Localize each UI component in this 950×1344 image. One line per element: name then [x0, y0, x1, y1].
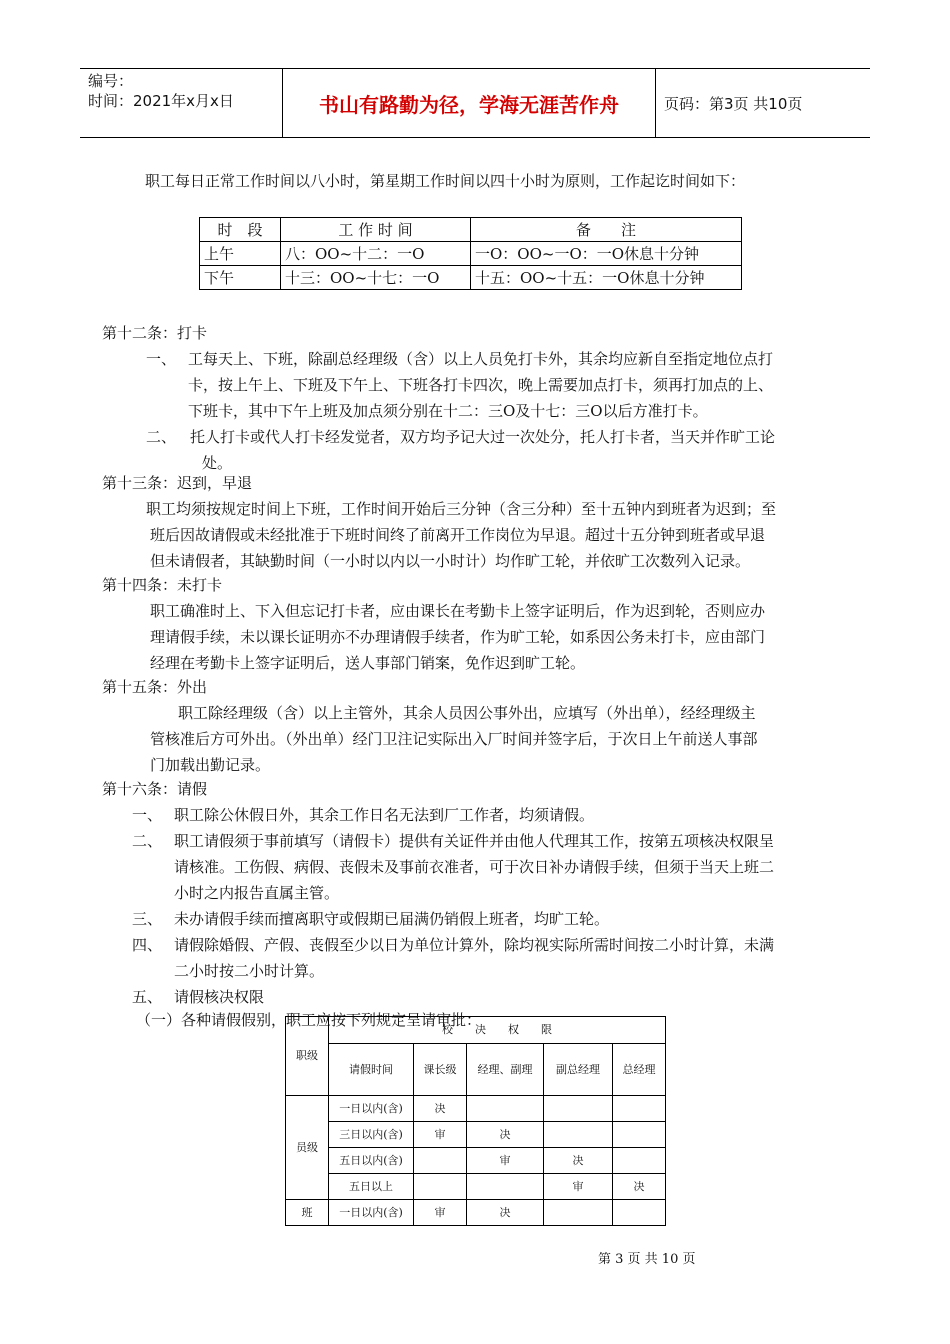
col-rank: 职级: [286, 1017, 329, 1096]
cell: 五日以上: [329, 1174, 414, 1200]
art16-item3: 未办请假手续而擅离职守或假期已届满仍销假上班者，均旷工轮。: [174, 910, 610, 928]
cell: [467, 1096, 544, 1122]
art16-item4-l1: 请假除婚假、产假、丧假至少以日为单位计算外，除均视实际所需时间按二小时计算，未满: [174, 936, 775, 954]
cell: 决: [414, 1096, 467, 1122]
cell: 审: [414, 1122, 467, 1148]
item-number: 二、: [146, 428, 177, 446]
date-line: 时间：2021年x月x日: [88, 92, 234, 110]
article-13-title: 第十三条：迟到，早退: [102, 474, 253, 492]
cell: 五日以内(含): [329, 1148, 414, 1174]
header-left: [88, 71, 234, 111]
cell: 审: [467, 1148, 544, 1174]
art13-l2: 班后因故请假或未经批准于下班时间终了前离开工作岗位为早退。超过十五分钟到班者或早退: [150, 526, 766, 544]
page-info: 页码：第3页 共10页: [664, 95, 803, 113]
art14-l3: 经理在考勤卡上签字证明后，送人事部门销案，免作迟到旷工轮。: [150, 654, 586, 672]
cell: 决: [613, 1174, 666, 1200]
cell: 审: [544, 1174, 613, 1200]
cell: [613, 1200, 666, 1226]
art12-item2-l1: 托人打卡或代人打卡经发觉者，双方均予记大过一次处分，托人打卡者，当天并作旷工论: [190, 428, 776, 446]
cell: [613, 1096, 666, 1122]
motto: 书山有路勤为径，学海无涯苦作舟: [282, 69, 656, 137]
art15-l1: 职工除经理级（含）以上主管外，其余人员因公事外出，应填写（外出单），经经理级主: [178, 704, 756, 722]
art15-l2: 管核准后方可外出。（外出单）经门卫注记实际出入厂时间并签字后，于次日上午前送人事部: [150, 730, 758, 748]
col-header: 课长级: [414, 1044, 467, 1096]
group-staff: 员级: [286, 1096, 329, 1200]
art16-sub1: （一）各种请假假别，职工应按下列规定呈请审批：: [136, 1011, 482, 1029]
cell: 十五：OO~十五：一O休息十分钟: [471, 266, 742, 290]
article-16-title: 第十六条：请假: [102, 780, 208, 798]
art12-item1-l1: 工每天上、下班，除副总经理级（含）以上人员免打卡外，其余均应新自至指定地位点打: [188, 350, 774, 368]
cell: 一日以内(含): [329, 1200, 414, 1226]
art16-item2-l1: 职工请假须于事前填写（请假卡）提供有关证件并由他人代理其工作，按第五项核决权限呈: [174, 832, 775, 850]
article-15-title: 第十五条：外出: [102, 678, 208, 696]
col-header: 总经理: [613, 1044, 666, 1096]
art12-item1-l2: 卡，按上午上、下班及下午上、下班各打卡四次，晚上需要加点打卡，须再打加点的上、: [188, 376, 774, 394]
th-work-time: 工 作 时 间: [281, 218, 471, 242]
th-period: 时 段: [200, 218, 281, 242]
intro-paragraph: 职工每日正常工作时间以八小时，第星期工作时间以四十小时为原则，工作起讫时间如下：: [145, 172, 746, 190]
cell: [544, 1096, 613, 1122]
cell: [613, 1148, 666, 1174]
group-shift: 班: [286, 1200, 329, 1226]
cell: 决: [467, 1200, 544, 1226]
item-number: 一、: [132, 806, 163, 824]
item-number: 一、: [146, 350, 177, 368]
art16-item4-l2: 二小时按二小时计算。: [174, 962, 325, 980]
cell: 十三：OO~十七：一O: [281, 266, 471, 290]
article-14-title: 第十四条：未打卡: [102, 576, 223, 594]
art12-item2-l2: 处。: [202, 454, 233, 472]
col-header: 副总经理: [544, 1044, 613, 1096]
cell: [613, 1122, 666, 1148]
cell: 下午: [200, 266, 281, 290]
cell: [467, 1174, 544, 1200]
item-number: 五、: [132, 988, 163, 1006]
col-group: 校 决 权 限: [329, 1017, 666, 1044]
item-number: 三、: [132, 910, 163, 928]
art14-l2: 理请假手续，未以课长证明亦不办理请假手续者，作为旷工轮，如系因公务未打卡，应由部门: [150, 628, 766, 646]
page-header: [80, 68, 870, 138]
approval-table: [285, 1016, 666, 1226]
cell: 三日以内(含): [329, 1122, 414, 1148]
cell: 上午: [200, 242, 281, 266]
cell: [414, 1148, 467, 1174]
article-12-title: 第十二条：打卡: [102, 324, 208, 342]
art16-item2-l3: 小时之内报告直属主管。: [174, 884, 340, 902]
cell: 八：OO~十二：一O: [281, 242, 471, 266]
cell: 一O：OO~一O：一O休息十分钟: [471, 242, 742, 266]
art16-item1: 职工除公休假日外，其余工作日名无法到厂工作者，均须请假。: [174, 806, 595, 824]
cell: [414, 1174, 467, 1200]
th-remark: 备 注: [471, 218, 742, 242]
art12-item1-l3: 下班卡，其中下午上班及加点须分别在十二：三O及十七：三O以后方准打卡。: [188, 402, 708, 420]
number-label: 编号：: [88, 72, 134, 90]
cell: 决: [467, 1122, 544, 1148]
cell: 一日以内(含): [329, 1096, 414, 1122]
item-number: 二、: [132, 832, 163, 850]
col-header: 请假时间: [329, 1044, 414, 1096]
col-header: 经理、副理: [467, 1044, 544, 1096]
art16-item2-l2: 请核准。工伤假、病假、丧假未及事前衣准者，可于次日补办请假手续，但须于当天上班二: [174, 858, 775, 876]
item-number: 四、: [132, 936, 163, 954]
page-footer: 第 3 页 共 10 页: [598, 1252, 696, 1267]
cell: 审: [414, 1200, 467, 1226]
art15-l3: 门加载出勤记录。: [150, 756, 271, 774]
work-time-table: [199, 217, 742, 290]
art14-l1: 职工确准时上、下入但忘记打卡者，应由课长在考勤卡上签字证明后，作为迟到轮，否则应办: [150, 602, 766, 620]
cell: [544, 1122, 613, 1148]
art13-l1: 职工均须按规定时间上下班，工作时间开始后三分钟（含三分种）至十五钟内到班者为迟到；至: [146, 500, 777, 518]
art16-item5: 请假核决权限: [174, 988, 265, 1006]
cell: 决: [544, 1148, 613, 1174]
art13-l3: 但未请假者，其缺勤时间（一小时以内以一小时计）均作旷工轮，并依旷工次数列入记录。: [150, 552, 751, 570]
cell: [544, 1200, 613, 1226]
